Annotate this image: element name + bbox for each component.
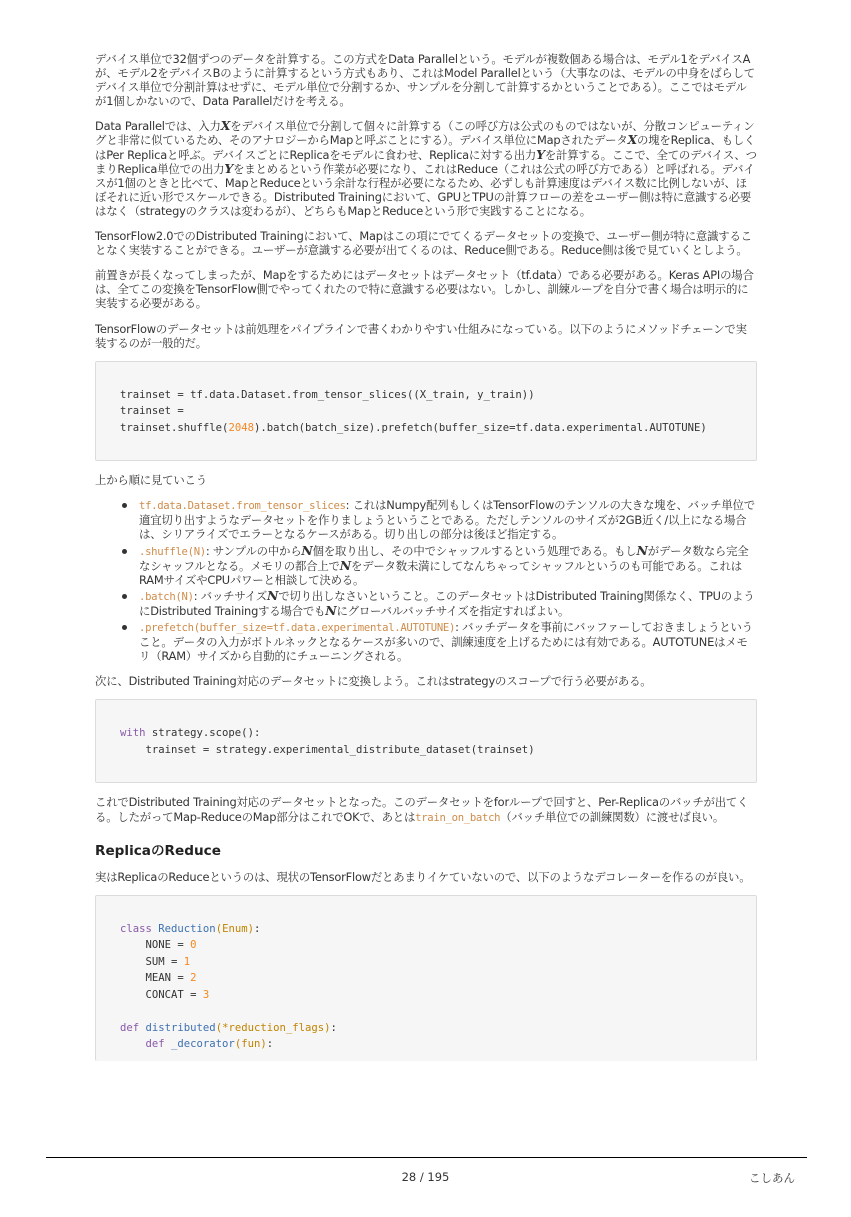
code-line: CONCAT = xyxy=(120,988,203,1001)
code-line: trainset = strategy.experimental_distribute_dataset(trainset) xyxy=(120,743,535,756)
text-run: の塊をReplica、もしくはPer Replicaと呼ぶ。デバイスごとにReplicaをモデルに食わせ、Replicaに対する出力 xyxy=(95,133,756,162)
code-line: : xyxy=(330,1021,337,1034)
text-run: をデバイス単位で分割して個々に計算する（この呼び方は公式のものではないが、分散コンピューティングと非常に似ているため、そのアナロジーからMapと呼ぶことにする）。デバイス単位にMapされたデータ xyxy=(95,119,755,148)
text-run: （バッチ単位での訓練関数）に渡せば良い。 xyxy=(500,809,725,824)
code-line: trainset.shuffle( xyxy=(120,421,229,434)
method-list xyxy=(95,498,757,663)
code-class-name: Reduction xyxy=(158,922,216,935)
code-number: 1 xyxy=(183,955,191,968)
code-keyword: class xyxy=(120,922,152,935)
code-keyword: def xyxy=(120,1021,140,1034)
list-item xyxy=(139,498,757,541)
code-number: 0 xyxy=(190,939,197,952)
paragraph-per-replica xyxy=(95,795,757,824)
math-x: X xyxy=(627,132,638,148)
code-line: MEAN = xyxy=(120,972,191,985)
text-run: : バッチサイズ xyxy=(193,588,267,603)
code-line: NONE = xyxy=(120,939,191,952)
math-y: Y xyxy=(536,146,545,162)
code-block-dataset xyxy=(95,361,757,462)
text-run: Data Parallelでは、入力 xyxy=(95,119,221,134)
paragraph-reduce-decorator: 実はReplicaのReduceというのは、現状のTensorFlowだとあまりイケていないので、以下のようなデコレーターを作るのが良い。 xyxy=(95,869,751,884)
inline-code: .prefetch(buffer_size=tf.data.experimental.AUTOTUNE) xyxy=(139,622,456,635)
math-n: N xyxy=(267,587,279,603)
paragraph-pipeline: TensorFlowのデータセットは前処理をパイプラインで書くわかりやすい仕組みになっている。以下のようにメソッドチェーンで実装するのが一般的だ。 xyxy=(95,321,747,350)
text-run: にグローバルバッチサイズを指定すればよい。 xyxy=(336,603,570,618)
code-line: trainset = tf.data.Dataset.from_tensor_slices((X_train, y_train)) xyxy=(120,388,535,401)
code-number: 3 xyxy=(202,988,210,1001)
code-block-strategy-scope xyxy=(95,699,757,783)
code-base-class: (Enum) xyxy=(215,922,254,935)
footer-divider xyxy=(46,1157,807,1158)
document-body xyxy=(95,52,757,1073)
code-block-reduction xyxy=(95,895,757,1061)
paragraph-data-parallel-intro: デバイス単位で32個ずつのデータを計算する。この方式をData Parallelという。モデルが複数個ある場合は、モデル1をデバイスAが、モデル2をデバイスBのように計算するという方式もあり、これはModel Parallelという（大事なのは、モデルの中身をばらしてデバイス単位で分割計算はせずに、モデル単位で分割するか、サンプルを分割して計算するかということである）。ここではモデルが1個しかないので、Data Parallelだけを考える。 xyxy=(95,52,755,109)
list-item xyxy=(139,589,757,618)
code-args: (fun) xyxy=(234,1038,267,1051)
math-n: N xyxy=(325,602,337,618)
code-line: SUM = xyxy=(120,955,184,968)
code-keyword: def xyxy=(120,1038,165,1051)
inline-code: .batch(N) xyxy=(139,590,194,603)
inline-code: tf.data.Dataset.from_tensor_slices xyxy=(139,500,346,513)
code-line: strategy.scope(): xyxy=(145,727,261,740)
math-n: N xyxy=(301,542,313,558)
code-function-name: distributed xyxy=(145,1021,216,1034)
code-keyword: with xyxy=(120,727,146,740)
inline-code: train_on_batch xyxy=(415,811,501,824)
text-run: をまとめるという作業が必要になり、これはReduce（これは公式の呼び方である）と呼ばれる。デバイスが1個のときと比べて、MapとReduceという余計な行程が必要になるため、必ずしも計算速度はデバイス数に比例しないが、ほぼそれに近い形でスケールできる。Distributed Trainingにおいて、GPUとTPUの計算フローの差をユーザー側は特に意識する必要はなく（strategyのクラスは変わるが）、どちらもMapとReduceという形で実践することになる。 xyxy=(95,161,755,218)
code-line: ).batch(batch_size).prefetch(buffer_size=tf.data.experimental.AUTOTUNE) xyxy=(253,421,707,434)
code-line: : xyxy=(266,1038,274,1051)
text-run: 個を取り出し、その中でシャッフルするという処理である。もし xyxy=(312,543,637,558)
paragraph-lets-see: 上から順に見ていこう xyxy=(95,473,207,488)
list-item xyxy=(139,544,757,587)
page-number: 28 / 195 xyxy=(401,1170,450,1184)
text-run: がデータ数なら完全なシャッフルとなる。メモリの都合上で xyxy=(139,543,749,573)
math-x: X xyxy=(220,118,231,134)
code-line: trainset = xyxy=(120,405,184,418)
code-number: 2048 xyxy=(228,421,254,434)
paragraph-tf-data: 前置きが長くなってしまったが、Mapをするためにはデータセットはデータセット（tf.data）である必要がある。Keras APIの場合は、全てこの変換をTensorFlow側でやってくれたので特に意識する必要はない。しかし、訓練ループを自分で書く場合は明示的に実装する必要がある。 xyxy=(95,268,754,311)
math-y: Y xyxy=(224,160,234,176)
text-run: を計算する。ここで、全てのデバイス、つまりReplica単位での出力 xyxy=(95,147,757,176)
text-run: で切り出しなさいということ。このデータセットはDistributed Training関係なく、TPUのようにDistributed Trainingする場合でも xyxy=(139,588,755,618)
code-line: : xyxy=(253,922,261,935)
math-n: N xyxy=(339,557,351,573)
inline-code: .shuffle(N) xyxy=(139,545,206,558)
code-function-name: _decorator xyxy=(164,1038,235,1051)
section-heading: ReplicaのReduce xyxy=(95,842,221,859)
code-args: (*reduction_flags) xyxy=(215,1021,331,1034)
list-item xyxy=(139,620,757,663)
text-run: : これはNumpy配列もしくはTensorFlowのテンソルの大きな塊を、バッチ単位で適宜切り出すようなデータセットを作りましょうということである。ただしテンソルのサイズが2GB近く/以上になる場合は、シリアライズでエラーとなるケースがある。切り出しの部分は後ほど指定する。 xyxy=(139,498,755,542)
text-run: : サンプルの中から xyxy=(205,543,302,558)
paragraph-tf2-distributed: TensorFlow2.0でのDistributed Trainingにおいて、Mapはこの項にでてくるデータセットの変換で、ユーザー側が特に意識することなく実装することができる。ユーザーが意識する必要が出てくるのは、Reduce側である。Reduce側は後で見ていくとしよう。 xyxy=(95,229,752,258)
math-n: N xyxy=(636,542,648,558)
author-name: こしあん xyxy=(749,1171,795,1185)
paragraph-map-reduce xyxy=(95,119,757,218)
text-run: これでDistributed Training対応のデータセットとなった。このデータセットをforループで回すと、Per-Replicaのバッチが出てくる。したがってMap-ReduceのMap部分はこれでOKで、あとは xyxy=(95,795,749,824)
text-run: : バッチデータを事前にバッファーしておきましょうということ。データの入力がボトルネックとなるケースが多いので、訓練速度を上げるためには有効である。AUTOTUNEはメモリ（RAM）サイズから自動的にチューニングされる。 xyxy=(139,620,753,664)
paragraph-distribute-dataset: 次に、Distributed Training対応のデータセットに変換しよう。これはstrategyのスコープで行う必要がある。 xyxy=(95,674,652,689)
code-number: 2 xyxy=(190,972,197,985)
text-run: をデータ数未満にしてなんちゃってシャッフルというのも可能である。これはRAMサイズやCPUパワーと相談して決める。 xyxy=(139,558,742,587)
